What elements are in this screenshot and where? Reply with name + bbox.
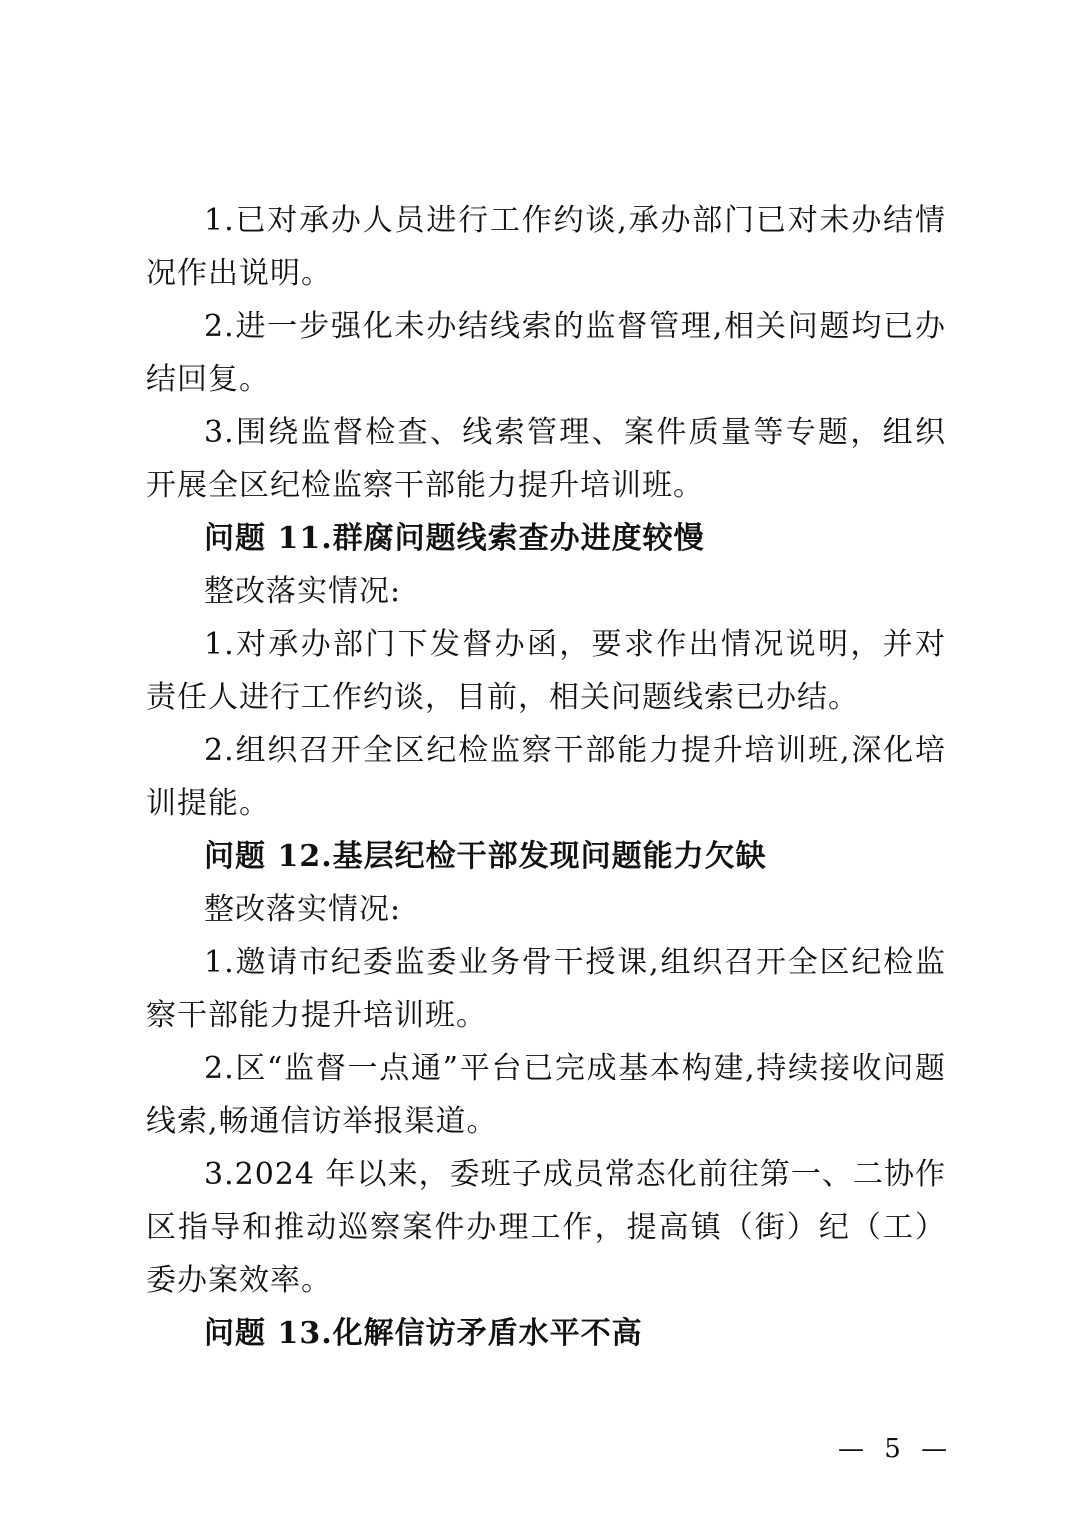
paragraph-3: 3.围绕监督检查、线索管理、案件质量等专题，组织开展全区纪检监察干部能力提升培训班。	[146, 415, 946, 503]
paragraph-2: 2.进一步强化未办结线索的监督管理,相关问题均已办结回复。	[146, 309, 946, 397]
paragraph-5: 2.组织召开全区纪检监察干部能力提升培训班,深化培训提能。	[146, 733, 946, 821]
issue-11-heading: 问题 11.群腐问题线索查办进度较慢	[204, 521, 705, 556]
paragraph-1: 1.已对承办人员进行工作约谈,承办部门已对未办结情况作出说明。	[146, 203, 946, 291]
paragraph-4: 1.对承办部门下发督办函，要求作出情况说明，并对责任人进行工作约谈，目前，相关问题线索已办结。	[146, 627, 946, 715]
issue-13-heading: 问题 13.化解信访矛盾水平不高	[204, 1316, 643, 1351]
issue-12-heading: 问题 12.基层纪检干部发现问题能力欠缺	[204, 839, 767, 874]
rectification-label: 整改落实情况:	[204, 892, 402, 927]
rectification-label: 整改落实情况:	[204, 574, 402, 609]
document-body	[146, 194, 946, 1360]
page-number: — 5 —	[838, 1434, 954, 1464]
paragraph-8: 3.2024 年以来，委班子成员常态化前往第一、二协作区指导和推动巡察案件办理工作，提高镇（街）纪（工）委办案效率。	[146, 1157, 946, 1298]
paragraph-7: 2.区“监督一点通”平台已完成基本构建,持续接收问题线索,畅通信访举报渠道。	[146, 1051, 946, 1139]
paragraph-6: 1.邀请市纪委监委业务骨干授课,组织召开全区纪检监察干部能力提升培训班。	[146, 945, 946, 1033]
